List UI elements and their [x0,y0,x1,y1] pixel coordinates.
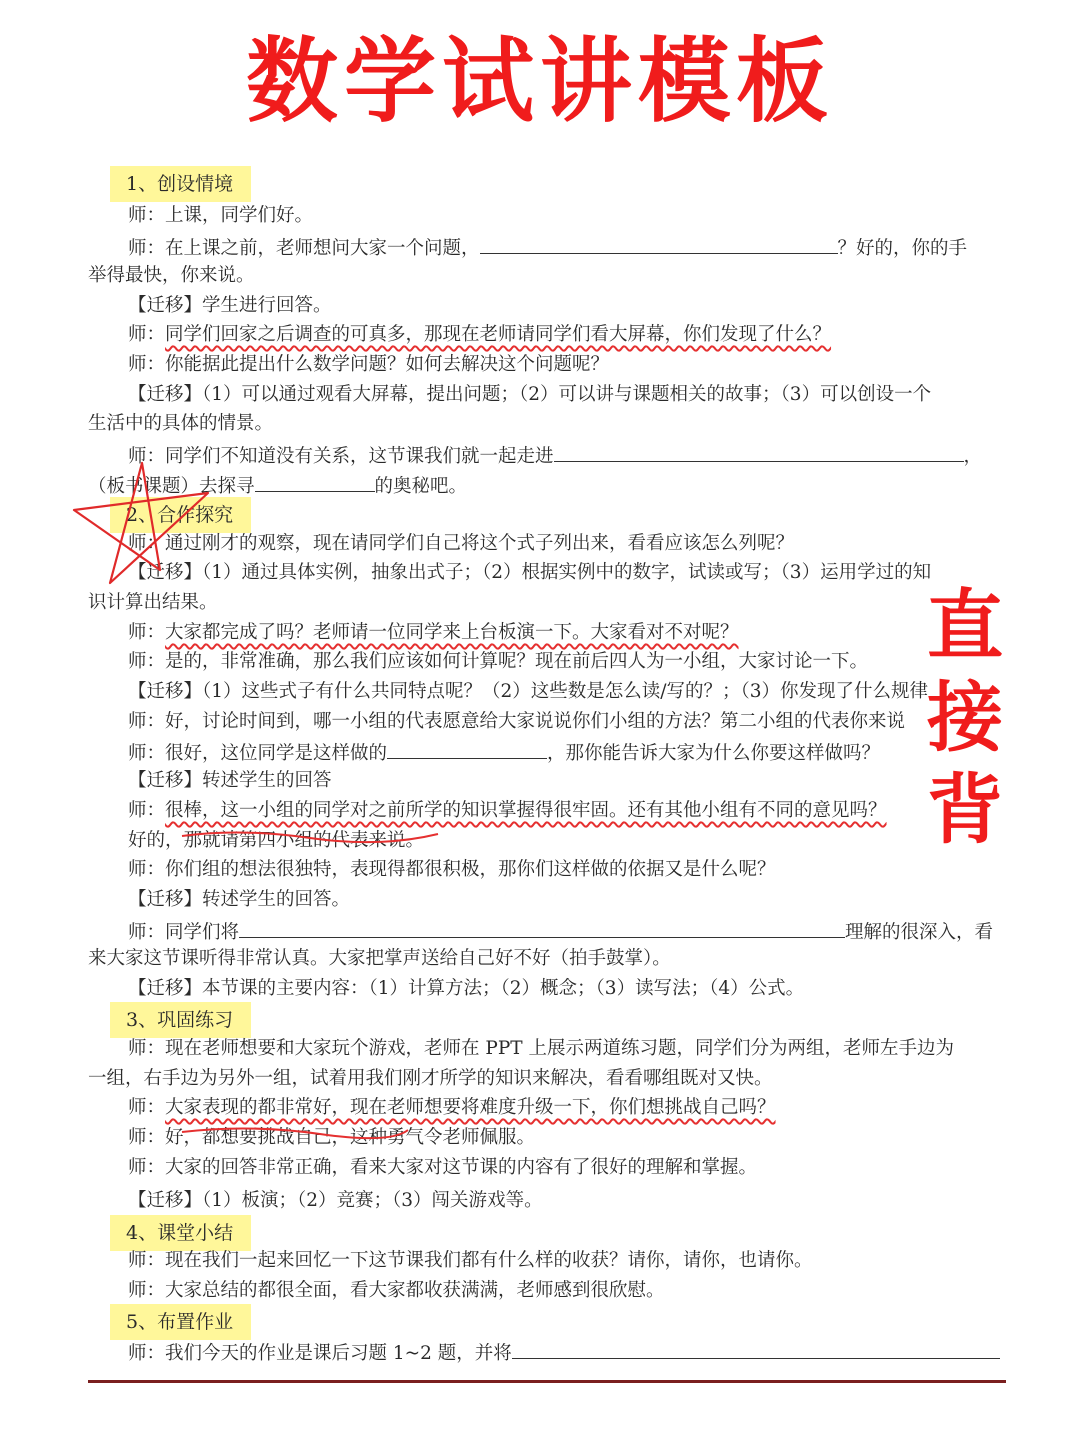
line-text: 师： [128,1097,166,1118]
section-heading-2: 2、合作探究 [110,497,251,533]
dialogue-line: 师：现在老师想要和大家玩个游戏，老师在 PPT 上展示两道练习题，同学们分为两组，老师左手边为 [128,1038,954,1059]
transfer-line: 【迁移】（1）板演；（2）竞赛；（3）闯关游戏等。 [128,1190,543,1211]
fill-blank [480,233,838,254]
dialogue-line: 师：大家总结的都很全面，看大家都收获满满，老师感到很欣慰。 [128,1280,665,1301]
dialogue-line: 师：是的，非常准确，那么我们应该如何计算呢？现在前后四人为一小组，大家讨论一下。 [128,651,869,672]
dialogue-line: 师：上课，同学们好。 [128,205,314,226]
side-note-char: 直 [927,581,1003,670]
dialogue-line [128,620,739,646]
line-text: ？好的，你的手 [837,238,968,259]
fill-blank [512,1338,1000,1359]
line-text: 的奥秘吧。 [374,476,468,497]
line-text: 师： [128,622,166,643]
dialogue-line: 师：你能据此提出什么数学问题？如何去解决这个问题呢？ [128,354,610,375]
dialogue-line [128,441,982,470]
line-text: 师：同学们不知道没有关系，这节课我们就一起走进 [128,446,554,467]
dialogue-line: 来大家这节课听得非常认真。大家把掌声送给自己好不好（拍手鼓掌）。 [88,948,671,969]
transfer-line: 【迁移】转述学生的回答。 [128,889,351,910]
line-text: 师：很好，这位同学是这样做的 [128,743,388,764]
page-title: 数学试讲模板 [245,28,834,135]
transfer-line: 【迁移】转述学生的回答 [128,770,332,791]
section-heading-3: 3、巩固练习 [110,1002,251,1038]
line-text: 师： [128,324,166,345]
dialogue-line: 师：通过刚才的观察，现在请同学们自己将这个式子列出来，看看应该怎么列呢？ [128,533,795,554]
dialogue-line: 生活中的具体的情景。 [88,413,274,434]
line-text: ，那你能告诉大家为什么你要这样做吗？ [547,743,881,764]
dialogue-line: 师：现在我们一起来回忆一下这节课我们都有什么样的收获？请你，请你，也请你。 [128,1250,813,1271]
dialogue-line: 好的，那就请第四小组的代表来说。 [128,830,425,851]
dialogue-line [88,471,467,500]
wavy-underlined-text: 大家表现的都非常好，现在老师想要将难度升级一下，你们想挑战自己吗？ [165,1097,776,1118]
line-text: 师： [128,800,166,821]
wavy-underlined-text: 很棒，这一小组的同学对之前所学的知识掌握得很牢固。还有其他小组有不同的意见吗？ [165,800,887,821]
transfer-line: 【迁移】本节课的主要内容：（1）计算方法；（2）概念；（3）读写法；（4）公式。 [128,978,805,999]
dialogue-line: 师：大家的回答非常正确，看来大家对这节课的内容有了很好的理解和掌握。 [128,1157,758,1178]
dialogue-line [128,233,967,262]
line-text: ， [963,446,983,467]
wavy-underlined-text: 大家都完成了吗？老师请一位同学来上台板演一下。大家看对不对呢？ [165,622,739,643]
fill-blank [255,471,375,492]
section-heading-1: 1、创设情境 [110,166,251,202]
dialogue-line [128,1095,776,1121]
section-heading-4: 4、课堂小结 [110,1215,251,1251]
side-note-char: 接 [927,673,1003,762]
line-text: 师：同学们将 [128,922,240,943]
side-note [920,580,1010,856]
line-text: （板书课题）去探寻 [88,476,255,497]
fill-blank [239,917,845,938]
dialogue-line [128,798,887,824]
section-heading-5: 5、布置作业 [110,1304,251,1340]
fill-blank [387,738,547,759]
dialogue-line: 师：好，讨论时间到，哪一小组的代表愿意给大家说说你们小组的方法？第二小组的代表你来说 [128,711,906,732]
line-text: 师：我们今天的作业是课后习题 1~2 题，并将 [128,1343,512,1364]
line-text: 理解的很深入，看 [845,922,994,943]
transfer-line: 【迁移】（1）通过具体实例，抽象出式子；（2）根据实例中的数字，试读或写；（3）运用学过的知 [128,562,932,583]
dialogue-line [128,738,880,767]
wavy-underlined-text: 同学们回家之后调查的可真多，那现在老师请同学们看大屏幕，你们发现了什么？ [165,324,832,345]
dialogue-line: 一组，右手边为另外一组，试着用我们刚才所学的知识来解决，看看哪组既对又快。 [88,1068,773,1089]
dialogue-line: 识计算出结果。 [88,592,218,613]
side-note-char: 背 [927,765,1003,854]
fill-blank [554,441,964,462]
dialogue-line [128,1338,1000,1367]
transfer-line: 【迁移】（1）可以通过观看大屏幕，提出问题；（2）可以讲与课题相关的故事；（3）可以创设一个 [128,384,932,405]
dialogue-line [128,322,831,348]
transfer-line: 【迁移】（1）这些式子有什么共同特点呢？（2）这些数是怎么读/写的？；（3）你发现了什么规律 [128,681,929,702]
dialogue-line: 举得最快，你来说。 [88,265,255,286]
bottom-rule [88,1380,1006,1383]
dialogue-line: 师：好，都想要挑战自己，这种勇气令老师佩服。 [128,1127,536,1148]
dialogue-line: 师：你们组的想法很独特，表现得都很积极，那你们这样做的依据又是什么呢？ [128,859,776,880]
dialogue-line [128,917,993,946]
line-text: 师：在上课之前，老师想问大家一个问题， [128,238,480,259]
transfer-line: 【迁移】学生进行回答。 [128,295,332,316]
